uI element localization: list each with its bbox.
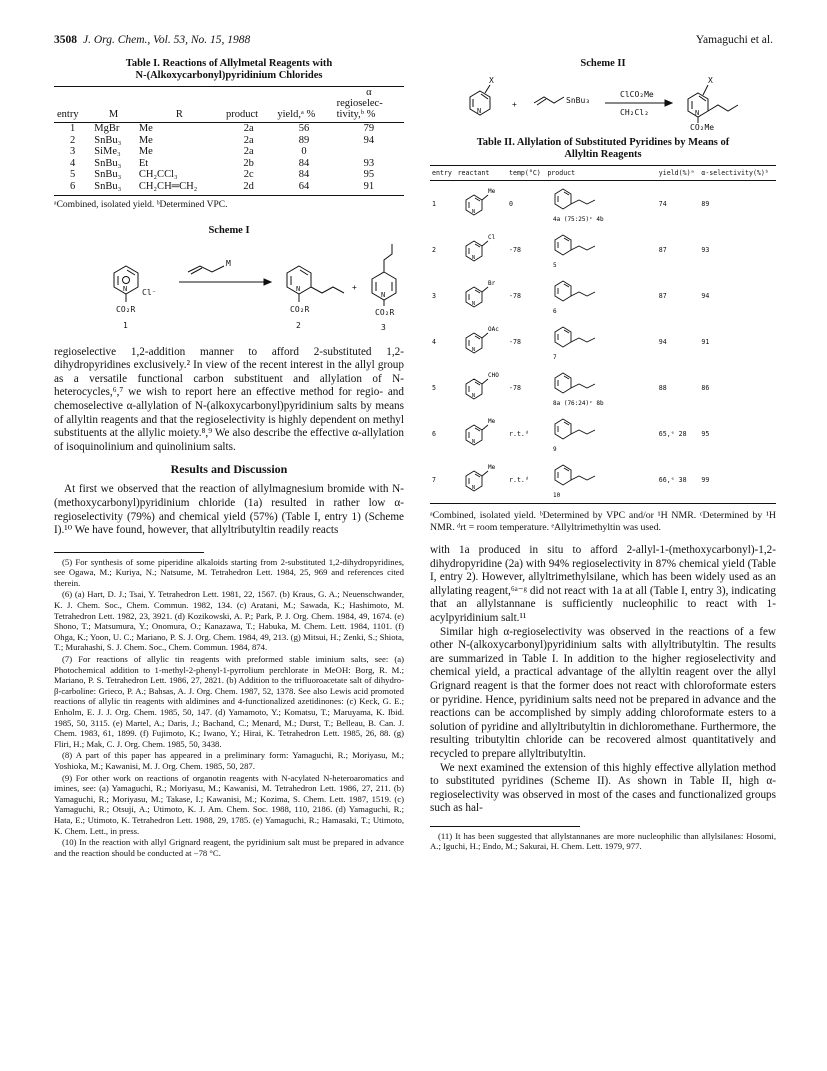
table-row bbox=[430, 457, 776, 504]
plus-sign: + bbox=[352, 282, 357, 292]
scheme2-plus: + bbox=[512, 100, 517, 109]
table-row bbox=[54, 158, 404, 170]
t2-cell-product bbox=[545, 457, 656, 504]
product-label: 6 bbox=[553, 308, 557, 315]
table2 bbox=[430, 165, 776, 504]
table1: α regioselec- entry M R product yield,ᵃ % tivity,ᵇ % 1 MgBr Me 2a 56 79 2 SnBu₃ Me 2a 89 94 3 SiMe₃ Me 2a 0 4 SnBu₃ Et 2b 84 93 5 SnBu₃ CH₂CCl₃ 2c 84 95 6 SnBu₃ CH₂CH═CH₂ 2d 64 91 bbox=[54, 86, 404, 196]
t1-col-r: R bbox=[136, 109, 223, 123]
t2-cell-product bbox=[545, 365, 656, 411]
right-column bbox=[430, 58, 776, 853]
t1-cell-regio: 93 bbox=[363, 157, 375, 169]
t1-col-entry: entry bbox=[54, 109, 91, 123]
t1-cell-yield: 64 bbox=[274, 181, 333, 195]
t2-cell-reactant bbox=[456, 181, 507, 228]
svg-text:N: N bbox=[471, 347, 475, 353]
t2-cell-temp: r.t.ᵈ bbox=[509, 430, 529, 438]
footnote-rule bbox=[54, 552, 204, 553]
body-left-p1: regioselective 1,2-addition manner to afford 2-substituted 1,2-dihydropyridines exclusively.² In view of the recent interest in the allyl group as a versatile functional carbon substituent and allylation of N-heterocycles,⁶,⁷ we wish to report here an effective method for regio- and chemoselective α-allylation of N-(alkoxycarbonyl)pyridinium salts by means of allyltin reagents and that the regioselectivity is highly dependent on methyl substituents at the allylic moiety.⁸,⁹ We also describe the effective α-allylation of isoquinolinium and quinolinium salts. bbox=[54, 345, 404, 453]
t1-cell-regio: 94 bbox=[363, 134, 375, 146]
ref-5: (5) For synthesis of some piperidine alkaloids starting from 2-substituted 1,2-dihydropyridines, see Ogawa, M.; Kuriya, N.; Natsume, M. Tetrahedron Lett. 1984, 25, 969 and references cited therein. bbox=[54, 556, 404, 588]
t2-cell-reactant bbox=[456, 457, 507, 504]
table-row bbox=[430, 181, 776, 228]
svg-text:N: N bbox=[471, 209, 475, 215]
t1-cell-entry: 2 bbox=[69, 134, 76, 146]
t2-cell-reactant bbox=[456, 411, 507, 457]
pyridine-structure bbox=[458, 183, 502, 223]
scheme2-x-1: X bbox=[489, 76, 494, 85]
t2-cell-yield: 87 bbox=[658, 292, 667, 300]
journal-citation: J. Org. Chem., Vol. 53, No. 15, 1988 bbox=[83, 34, 251, 46]
t1-cell-yield: 0 bbox=[301, 146, 307, 158]
t2-cell-temp: 0 bbox=[509, 200, 513, 208]
co2r-label-1: CO₂R bbox=[116, 304, 136, 314]
t2-cell-reactant bbox=[456, 227, 507, 273]
t2-col-yield: yield(%)ᵃ bbox=[657, 166, 700, 181]
t1-cell-m: SnBu₃ bbox=[94, 134, 122, 146]
t2-cell-entry: 6 bbox=[432, 430, 436, 438]
substituent-label: CHO bbox=[487, 372, 499, 379]
pyridine-structure bbox=[458, 459, 502, 499]
t2-cell-yield: 65,ᵉ 28 bbox=[658, 430, 687, 438]
t2-col-product: product bbox=[545, 166, 656, 181]
scheme2-snbu3: SnBu₃ bbox=[566, 96, 591, 105]
pyridine-structure bbox=[458, 275, 502, 315]
product-label: 7 bbox=[553, 354, 557, 361]
t1-cell-product: 2d bbox=[223, 181, 274, 195]
t2-cell-selectivity: 89 bbox=[701, 200, 710, 208]
pyridine-structure bbox=[458, 367, 502, 407]
svg-text:N: N bbox=[471, 301, 475, 307]
t2-cell-temp: -78 bbox=[509, 292, 521, 300]
body-right-p1: with 1a produced in situ to afford 2-allyl-1-(methoxycarbonyl)-1,2-dihydropyridine (2a) with 94% regioselectivity in 87% chemical yield (Table I, entry 2). However, allyltrimethylsilane, which has been widely used as an allylating reagent,⁶ᵃ⁻ᵍ did not react with 1a at all (Table I, entry 3), indicating that an allylstannane is sufficiently nucleophilic to react with 1-acylpyridinium salt.¹¹ bbox=[430, 544, 776, 624]
header-left bbox=[54, 34, 250, 46]
body-right-p2: Similar high α-regioselectivity was observed in the reactions of a few other N-(alkoxycarbonyl)pyridinium salts with allyltributyltin. The results are summarized in Table I. In addition to the higher regioselectivity and chemical yield, a practical advantage of the allyltin reagent over the allyl Grignard reagent is that the former does not react with chloroformate esters or pyridine. Hence, pyridinium salts need not be prepared in advance and the reactions can be accomplished by simply adding chloroformate esters to a solution of pyridine and allyltributyltin in dichloromethane. Furthermore, the resulting tributyltin chloride can be recovered almost quantitatively and recycled to prepare allyltributyltin. bbox=[430, 625, 776, 760]
section-heading: Results and Discussion bbox=[170, 462, 288, 477]
t1-cell-r: CH₂CH═CH₂ bbox=[136, 181, 223, 195]
compound-3-number: 3 bbox=[381, 322, 386, 332]
scheme2-x-2: X bbox=[708, 76, 713, 85]
t1-cell-m: MgBr bbox=[94, 123, 120, 134]
t1-cell-m: SnBu₃ bbox=[94, 157, 122, 169]
t2-cell-product bbox=[545, 273, 656, 319]
ref-10: (10) In the reaction with allyl Grignard reagent, the pyridinium salt must be prepared in advance and the reaction should be conducted at −78 °C. bbox=[54, 837, 404, 858]
table1-footnote: ᵃCombined, isolated yield. ᵇDetermined VPC. bbox=[54, 199, 228, 210]
scheme2-title: Scheme II bbox=[580, 58, 626, 69]
t2-cell-entry: 4 bbox=[432, 338, 436, 346]
table-row bbox=[430, 411, 776, 457]
product-structure bbox=[547, 457, 647, 501]
t2-cell-selectivity: 86 bbox=[701, 384, 710, 392]
product-structure bbox=[547, 411, 647, 455]
t1-cell-product: 2c bbox=[243, 169, 254, 181]
t2-cell-selectivity: 95 bbox=[701, 430, 710, 438]
t1-cell-product: 2b bbox=[243, 157, 254, 169]
t2-cell-reactant bbox=[456, 365, 507, 411]
t1-cell-entry: 1 bbox=[69, 123, 76, 134]
t1-cell-yield: 56 bbox=[298, 123, 310, 134]
t1-cell-r: Me bbox=[138, 123, 153, 134]
t1-col-yield: yield,ᵃ % bbox=[274, 109, 333, 123]
product-label: 9 bbox=[553, 446, 557, 453]
t2-cell-entry: 2 bbox=[432, 246, 436, 254]
ref-9: (9) For other work on reactions of organotin reagents with N-acylated N-heteroaromatics and imines, see: (a) Yamaguchi, R.; Moriyasu, M.; Kawanisi, M. Tetrahedron Lett. 1986, 27, 211. (b) Yamaguchi, R.; Moriyasu, M.; Takase, I.; Kawanisi, M.; Kozima, S. Chem. Lett. 1987, 1519. (c) Yamaguchi, R.; Otsuji, A.; Utimoto, K. J. Am. Chem. Soc. 1988, 110, 2186. (d) Yamaguchi, R.; Hata, E.; Utimoto, K. Tetrahedron Lett. 1988, 29, 1785. (e) Yamaguchi, R.; Hamasaki, T.; Utimoto, K. Chem. Lett., in press. bbox=[54, 772, 404, 836]
svg-text:N: N bbox=[471, 393, 475, 399]
t1-cell-product: 2a bbox=[243, 134, 254, 146]
page-header bbox=[54, 34, 773, 50]
substituent-label: Me bbox=[487, 464, 495, 471]
ref-11: (11) It has been suggested that allylstannanes are more nucleophilic than allylsilanes: Hosomi, A.; Iguchi, H.; Endo, M.; Sakurai, H. Chem. Lett. 1979, 977. bbox=[430, 830, 776, 852]
table2-footnote: ᵃCombined, isolated yield. ᵇDetermined by VPC and/or ¹H NMR. ᶜDetermined by ¹H NMR. ᵈrt = room temperature. ᵉAllyltrimethyltin was used. bbox=[430, 510, 776, 533]
table-row bbox=[430, 319, 776, 365]
table-row bbox=[54, 181, 404, 195]
substituent-label: Me bbox=[487, 418, 495, 425]
svg-text:N: N bbox=[381, 290, 386, 299]
t2-cell-selectivity: 93 bbox=[701, 246, 710, 254]
pyridine-structure bbox=[458, 321, 502, 361]
t2-col-entry: entry bbox=[430, 166, 456, 181]
t2-col-reactant: reactant bbox=[456, 166, 507, 181]
body-left-p2: At first we observed that the reaction of allylmagnesium bromide with N-(methoxycarbonyl)pyridinium chloride (1a) resulted in rather low α-regioselectivity (79%) and chemical yield (57%) (Table I, entry 1) (Scheme I).¹⁰ We have found, however, that allyltributyltin readily reacts bbox=[54, 483, 404, 537]
footnote-rule-right bbox=[430, 826, 580, 827]
scheme2-reagent: ClCO₂Me bbox=[620, 90, 654, 99]
t2-cell-yield: 74 bbox=[658, 200, 667, 208]
t2-cell-product bbox=[545, 411, 656, 457]
product-structure bbox=[547, 365, 647, 409]
table-row bbox=[430, 273, 776, 319]
t1-cell-m: SiMe₃ bbox=[94, 146, 121, 158]
substituent-label: Me bbox=[487, 188, 495, 195]
references-right bbox=[430, 826, 776, 852]
product-label: 8a (76:24)ᶜ 8b bbox=[553, 400, 604, 407]
product-label: 4a (75:25)ᶜ 4b bbox=[553, 216, 604, 223]
svg-text:N: N bbox=[477, 107, 482, 115]
product-structure bbox=[547, 227, 647, 271]
body-right-p3: We next examined the extension of this highly effective allylation method to substituted pyridines (Scheme II). As shown in Table II, high α-regioselectivity was observed in most of the cases and functionalized groups such as hal- bbox=[430, 761, 776, 815]
t1-col-m: M bbox=[91, 109, 136, 123]
t2-cell-selectivity: 99 bbox=[699, 457, 776, 504]
t2-cell-product bbox=[545, 181, 656, 228]
svg-text:N: N bbox=[471, 255, 475, 261]
product-structure bbox=[547, 319, 647, 363]
table-row bbox=[54, 123, 404, 135]
t2-cell-reactant bbox=[456, 319, 507, 365]
t2-cell-yield: 87 bbox=[658, 246, 667, 254]
product-structure bbox=[547, 273, 647, 317]
svg-text:N: N bbox=[123, 284, 128, 293]
t1-cell-entry: 6 bbox=[54, 181, 91, 195]
t2-cell-entry: 5 bbox=[432, 384, 436, 392]
substituent-label: OAc bbox=[487, 326, 499, 333]
t2-cell-selectivity: 94 bbox=[701, 292, 710, 300]
t1-cell-product: 2a bbox=[243, 146, 254, 158]
t2-cell-temp: -78 bbox=[509, 246, 521, 254]
co2r-label-3: CO₂R bbox=[375, 307, 395, 317]
t1-col-regio: tivity,ᵇ % bbox=[334, 109, 404, 123]
references-left bbox=[54, 552, 404, 859]
ref-7: (7) For reactions of allylic tin reagents with preformed stable iminium salts, see: (a) Photochemical addition to 1-methyl-2-phenyl-1-pyrrolium perchlorate in MeOH: Borg, R. M.; Mariano, P. S. Tetrahedron Lett. 1986, 27, 2821. (b) Addition to the trifluoroacetate salt of dihydro-β-carboline: Grieco, P. A.; Bahsas, A. J. Org. Chem. 1987, 52, 1378. See also Lewis acid promoted reactions of allylic tin reagents with aldimines and 4-functionalized azetidinones: (c) Keck, G. E.; Enholm, E. J. J. Org. Chem. 1985, 50, 147. (d) Yamamoto, Y.; Komatsu, T.; Maruyama, K. Ibid. 1985, 50, 3115. (e) Martel, A.; Daris, J.; Bachand, C.; Menard, M.; Durst, T.; Belleau, B. Can. J. Chem. 1983, 61, 1899. (f) Fujimoto, K.; Iwano, Y.; Hirai, K. Tetrahedron Lett. 1985, 26, 88. (g) Fliri, H.; Mak, C. J. Org. Chem. 1985, 50, 3438. bbox=[54, 654, 404, 749]
t1-cell-regio bbox=[334, 146, 404, 158]
t1-cell-r: Me bbox=[138, 146, 153, 158]
t2-cell-entry: 1 bbox=[432, 200, 436, 208]
ref-6: (6) (a) Hart, D. J.; Tsai, Y. Tetrahedron Lett. 1981, 22, 1567. (b) Kraus, G. A.; Neuenschwander, K. J. Chem. Soc., Chem. Commun. 1982, 134. (c) Aratani, M.; Sawada, K.; Hashimoto, M. Tetrahedron Lett. 1982, 23, 3921. (d) Kozikowski, A. P.; Park, P. J. Org. Chem. 1984, 49, 1674. (e) Shono, T.; Matsumura, Y.; Onomura, O.; Kanazawa, T.; Habuka, M. Chem. Lett. 1984, 1101. (f) Ohga, K.; Yoon, U. C.; Mariano, P. S. J. Org. Chem. 1984, 49, 213. (g) Mitsui, H.; Zenki, S.; Shiota, T.; Murahashi, S. J. Chem. Soc., Chem. Commun. 1984, 874. bbox=[54, 589, 404, 653]
t2-col-temp: temp(°C) bbox=[507, 166, 545, 181]
t1-cell-regio: 95 bbox=[363, 169, 375, 181]
t1-cell-regio: 79 bbox=[363, 123, 375, 134]
pyridine-structure bbox=[458, 229, 502, 269]
t1-cell-r: CH₂CCl₃ bbox=[138, 169, 178, 181]
svg-text:N: N bbox=[471, 439, 475, 445]
table1-caption: Table I. Reactions of Allylmetal Reagents with N-(Alkoxycarbonyl)pyridinium Chlorides bbox=[125, 58, 333, 81]
t2-cell-temp: -78 bbox=[509, 384, 521, 392]
svg-text:N: N bbox=[296, 284, 301, 293]
t1-cell-yield: 84 bbox=[298, 169, 310, 181]
t2-cell-selectivity: 91 bbox=[701, 338, 710, 346]
t2-col-selectivity: α-selectivity(%)ᵇ bbox=[699, 166, 776, 181]
table-row bbox=[54, 169, 404, 181]
t1-cell-regio: 91 bbox=[334, 181, 404, 195]
t2-cell-product bbox=[545, 227, 656, 273]
scheme2-co2me: CO₂Me bbox=[690, 123, 715, 131]
pyridine-structure bbox=[458, 413, 502, 453]
svg-text:N: N bbox=[471, 485, 475, 491]
substituent-label: Br bbox=[487, 280, 495, 287]
t1-col-product: product bbox=[223, 109, 274, 123]
t1-cell-product: 2a bbox=[243, 123, 254, 134]
ref-8: (8) A part of this paper has appeared in a preliminary form: Yamaguchi, R.; Moriyasu, M.; Yoshioka, M.; Kawanisi, M. J. Org. Chem. 1985, 50, 287. bbox=[54, 750, 404, 771]
t2-cell-temp: r.t.ᵈ bbox=[507, 457, 545, 504]
product-label: 5 bbox=[553, 262, 557, 269]
t2-cell-entry: 7 bbox=[430, 457, 456, 504]
table2-caption: Table II. Allylation of Substituted Pyridines by Means of Allyltin Reagents bbox=[476, 137, 730, 160]
t2-cell-reactant bbox=[456, 273, 507, 319]
scheme2-solvent: CH₂Cl₂ bbox=[620, 108, 649, 117]
table-row bbox=[430, 227, 776, 273]
svg-text:N: N bbox=[695, 109, 700, 117]
table-row bbox=[430, 365, 776, 411]
t1-cell-r: Et bbox=[138, 157, 149, 169]
chloride-label: Cl⁻ bbox=[142, 287, 157, 297]
t2-cell-product bbox=[545, 319, 656, 365]
product-label: 10 bbox=[553, 492, 561, 499]
compound-2-number: 2 bbox=[296, 320, 301, 330]
t1-cell-yield: 84 bbox=[298, 157, 310, 169]
scheme1-diagram bbox=[54, 242, 404, 332]
t2-cell-yield: 94 bbox=[658, 338, 667, 346]
co2r-label-2: CO₂R bbox=[290, 304, 310, 314]
left-column bbox=[54, 58, 404, 859]
page-number: 3508 bbox=[54, 34, 77, 46]
table-row bbox=[54, 135, 404, 147]
header-authors: Yamaguchi et al. bbox=[695, 34, 773, 46]
t1-cell-r: Me bbox=[138, 134, 153, 146]
t2-cell-yield: 66,ᵉ 38 bbox=[657, 457, 700, 504]
t1-cell-entry: 4 bbox=[69, 157, 76, 169]
compound-1-number: 1 bbox=[123, 320, 128, 330]
t1-cell-m: SnBu₃ bbox=[91, 181, 136, 195]
t1-cell-yield: 89 bbox=[298, 134, 310, 146]
product-structure bbox=[547, 181, 647, 225]
t1-cell-m: SnBu₃ bbox=[94, 169, 122, 181]
t1-cell-entry: 3 bbox=[69, 146, 76, 158]
table-row bbox=[54, 146, 404, 158]
scheme2-diagram bbox=[430, 69, 776, 131]
substituent-label: Cl bbox=[487, 234, 495, 241]
t2-cell-entry: 3 bbox=[432, 292, 436, 300]
metal-label: M bbox=[226, 258, 231, 268]
scheme1-title: Scheme I bbox=[208, 224, 250, 236]
t2-cell-temp: -78 bbox=[509, 338, 521, 346]
t2-cell-yield: 88 bbox=[658, 384, 667, 392]
t1-cell-entry: 5 bbox=[69, 169, 76, 181]
